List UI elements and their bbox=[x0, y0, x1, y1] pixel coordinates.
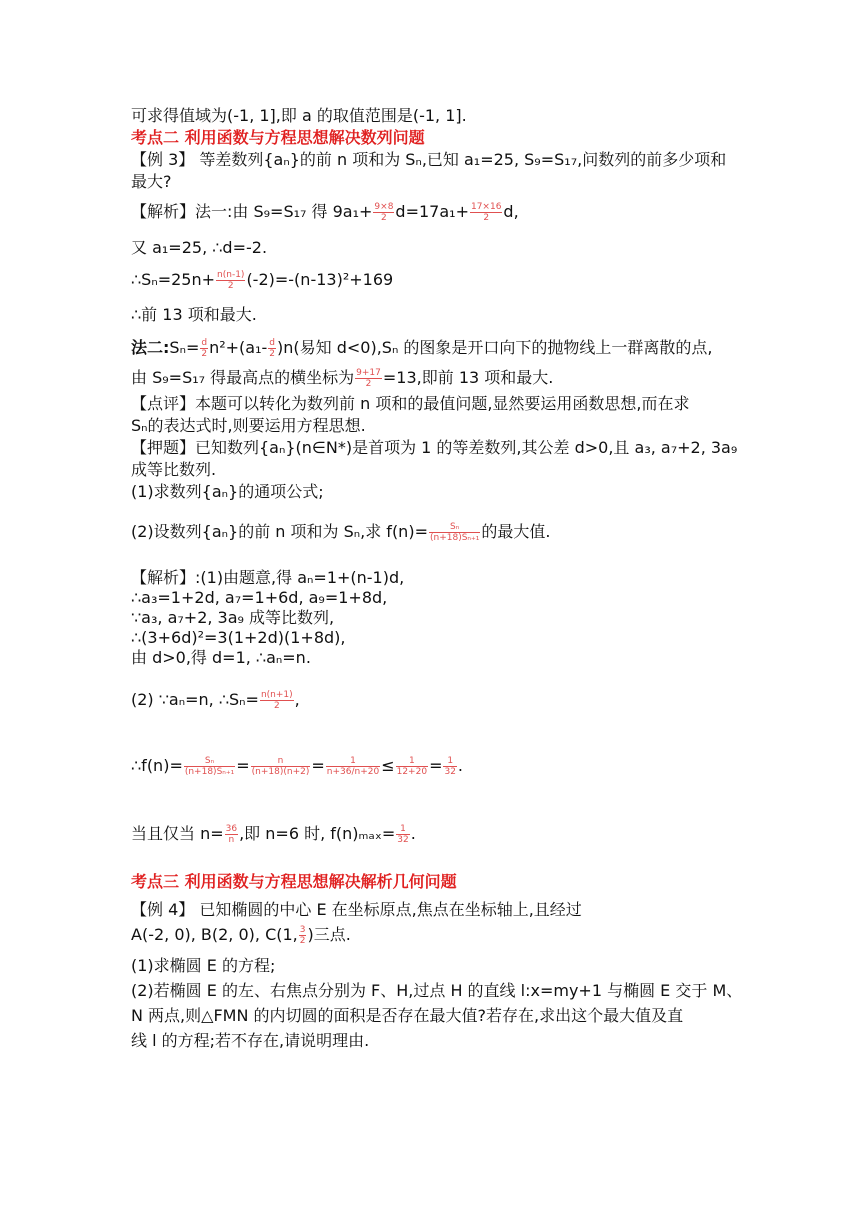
text-line: 可求得值域为(-1, 1],即 a 的取值范围是(-1, 1]. bbox=[131, 106, 467, 125]
formula-line bbox=[131, 824, 416, 845]
formula-line bbox=[131, 925, 351, 946]
text-line: 【点评】本题可以转化为数列前 n 项和的最值问题,显然要运用函数思想,而在求 bbox=[131, 394, 690, 413]
text-segment: (2) ∵aₙ=n, ∴Sₙ= bbox=[131, 690, 259, 709]
section-heading: 考点二 利用函数与方程思想解决数列问题 bbox=[131, 128, 425, 147]
fraction-denominator: 2 bbox=[227, 281, 234, 291]
fraction bbox=[184, 756, 235, 777]
text-line: 由 d>0,得 d=1, ∴aₙ=n. bbox=[131, 648, 311, 667]
fraction-denominator: 2 bbox=[299, 936, 306, 946]
text-line: (1)求椭圆 E 的方程; bbox=[131, 956, 276, 975]
text-segment: = bbox=[429, 756, 443, 775]
fraction bbox=[326, 756, 380, 777]
fraction-denominator: n+36/n+20 bbox=[326, 767, 380, 777]
fraction bbox=[355, 368, 382, 389]
text-line: (2)若椭圆 E 的左、右焦点分别为 F、H,过点 H 的直线 l:x=my+1 与椭圆 E 交于 M、 bbox=[131, 981, 743, 1000]
fraction bbox=[260, 690, 294, 711]
text-line: ∴a₃=1+2d, a₇=1+6d, a₉=1+8d, bbox=[131, 588, 388, 607]
text-segment: Sₙ= bbox=[169, 338, 200, 357]
text-line: (1)求数列{aₙ}的通项公式; bbox=[131, 482, 324, 501]
formula-line bbox=[131, 338, 713, 359]
fraction-numerator: n bbox=[251, 756, 311, 767]
section-heading: 考点三 利用函数与方程思想解决解析几何问题 bbox=[131, 872, 457, 891]
fraction-denominator: 32 bbox=[444, 767, 456, 777]
fraction bbox=[268, 338, 276, 359]
fraction bbox=[216, 270, 245, 291]
fraction-numerator: n(n-1) bbox=[217, 270, 245, 280]
text-line: N 两点,则△FMN 的内切圆的面积是否存在最大值?若存在,求出这个最大值及直 bbox=[131, 1006, 684, 1025]
example-heading: 【例 3】 等差数列{aₙ}的前 n 项和为 Sₙ,已知 a₁=25, S₉=S₁₇,问数列的前多少项和 bbox=[131, 150, 727, 169]
fraction-numerator: Sₙ bbox=[184, 756, 235, 767]
fraction-denominator: 2 bbox=[381, 213, 387, 223]
fraction-numerator: 1 bbox=[396, 824, 409, 835]
fraction-denominator: 2 bbox=[273, 701, 280, 711]
fraction bbox=[429, 522, 480, 543]
fraction-denominator: 32 bbox=[397, 835, 409, 845]
text-line: 又 a₁=25, ∴d=-2. bbox=[131, 238, 268, 257]
fraction bbox=[373, 202, 394, 223]
text-segment: )三点. bbox=[307, 925, 351, 944]
fraction bbox=[299, 925, 307, 946]
example-heading: 【例 4】 已知椭圆的中心 E 在坐标原点,焦点在坐标轴上,且经过 bbox=[131, 900, 582, 919]
formula-line bbox=[131, 202, 519, 223]
fraction-numerator: 1 bbox=[396, 756, 428, 767]
fraction-numerator: 9+17 bbox=[356, 368, 381, 378]
fraction-denominator: (n+18)Sₙ₊₁ bbox=[184, 767, 235, 777]
formula-line bbox=[131, 756, 463, 777]
text-line: ∴前 13 项和最大. bbox=[131, 305, 257, 324]
fraction-denominator: 2 bbox=[365, 379, 372, 389]
fraction bbox=[225, 824, 238, 845]
text-segment: . bbox=[457, 756, 464, 775]
text-line: 【解析】:(1)由题意,得 aₙ=1+(n-1)d, bbox=[131, 568, 405, 587]
formula-line bbox=[131, 522, 550, 543]
formula-line bbox=[131, 690, 300, 711]
text-segment: d=17a₁+ bbox=[395, 202, 469, 221]
text-segment: . bbox=[410, 824, 416, 843]
text-segment: )n(易知 d<0),Sₙ 的图象是开口向下的抛物线上一群离散的点, bbox=[277, 338, 713, 357]
text-segment: ∴Sₙ=25n+ bbox=[131, 270, 216, 289]
fraction bbox=[396, 756, 428, 777]
formula-line bbox=[131, 270, 393, 291]
text-line: 成等比数列. bbox=[131, 460, 217, 479]
fraction-numerator: 17×16 bbox=[470, 202, 502, 212]
text-segment: (2)设数列{aₙ}的前 n 项和为 Sₙ,求 f(n)= bbox=[131, 522, 428, 541]
text-segment: 由 S₉=S₁₇ 得最高点的横坐标为 bbox=[131, 368, 355, 387]
fraction-numerator: n(n+1) bbox=[260, 690, 293, 700]
text-segment: =13,即前 13 项和最大. bbox=[382, 368, 554, 387]
fraction-numerator: Sₙ bbox=[429, 522, 480, 533]
fraction-denominator: 2 bbox=[201, 349, 208, 359]
text-segment: 的最大值. bbox=[481, 522, 551, 541]
fraction-denominator: 2 bbox=[269, 349, 276, 359]
fraction-numerator: d bbox=[269, 338, 275, 348]
fraction-denominator: (n+18)Sₙ₊₁ bbox=[429, 533, 480, 543]
fraction-numerator: 1 bbox=[443, 756, 456, 767]
fraction bbox=[470, 202, 502, 223]
formula-line bbox=[131, 368, 553, 389]
text-line: 【押题】已知数列{aₙ}(n∈N*)是首项为 1 的等差数列,其公差 d>0,且 a₃, a₇+2, 3a₉ bbox=[131, 438, 738, 457]
text-segment: , bbox=[294, 690, 300, 709]
text-segment: = bbox=[236, 756, 250, 775]
fraction-numerator: d bbox=[201, 338, 208, 348]
text-segment: 当且仅当 n= bbox=[131, 824, 224, 843]
text-segment: 【解析】法一:由 S₉=S₁₇ 得 9a₁+ bbox=[131, 202, 373, 221]
fraction-numerator: 9×8 bbox=[374, 202, 394, 212]
fraction-denominator: 12+20 bbox=[396, 767, 428, 777]
text-segment: A(-2, 0), B(2, 0), C(1, bbox=[131, 925, 298, 944]
fraction-denominator: n bbox=[228, 835, 235, 845]
text-line: ∴(3+6d)²=3(1+2d)(1+8d), bbox=[131, 628, 346, 647]
fraction bbox=[396, 824, 409, 845]
fraction-denominator: (n+18)(n+2) bbox=[251, 767, 310, 777]
fraction bbox=[200, 338, 208, 359]
method-label: 法二: bbox=[131, 338, 170, 357]
text-line: 线 l 的方程;若不存在,请说明理由. bbox=[131, 1031, 370, 1050]
fraction-denominator: 2 bbox=[483, 213, 490, 223]
text-segment: ,即 n=6 时, f(n)ₘₐₓ= bbox=[239, 824, 396, 843]
fraction-numerator: 1 bbox=[326, 756, 380, 767]
text-segment: d, bbox=[503, 202, 519, 221]
fraction bbox=[251, 756, 311, 777]
text-segment: (-2)=-(n-13)²+169 bbox=[246, 270, 394, 289]
text-line: 最大? bbox=[131, 172, 172, 191]
text-line: ∵a₃, a₇+2, 3a₉ 成等比数列, bbox=[131, 608, 335, 627]
fraction-numerator: 3 bbox=[299, 925, 306, 935]
text-segment: ≤ bbox=[381, 756, 395, 775]
text-segment: = bbox=[311, 756, 325, 775]
text-segment: ∴f(n)= bbox=[131, 756, 183, 775]
text-line: Sₙ的表达式时,则要运用方程思想. bbox=[131, 416, 366, 435]
fraction-numerator: 36 bbox=[225, 824, 238, 834]
text-segment: n²+(a₁- bbox=[209, 338, 268, 357]
fraction bbox=[443, 756, 456, 777]
